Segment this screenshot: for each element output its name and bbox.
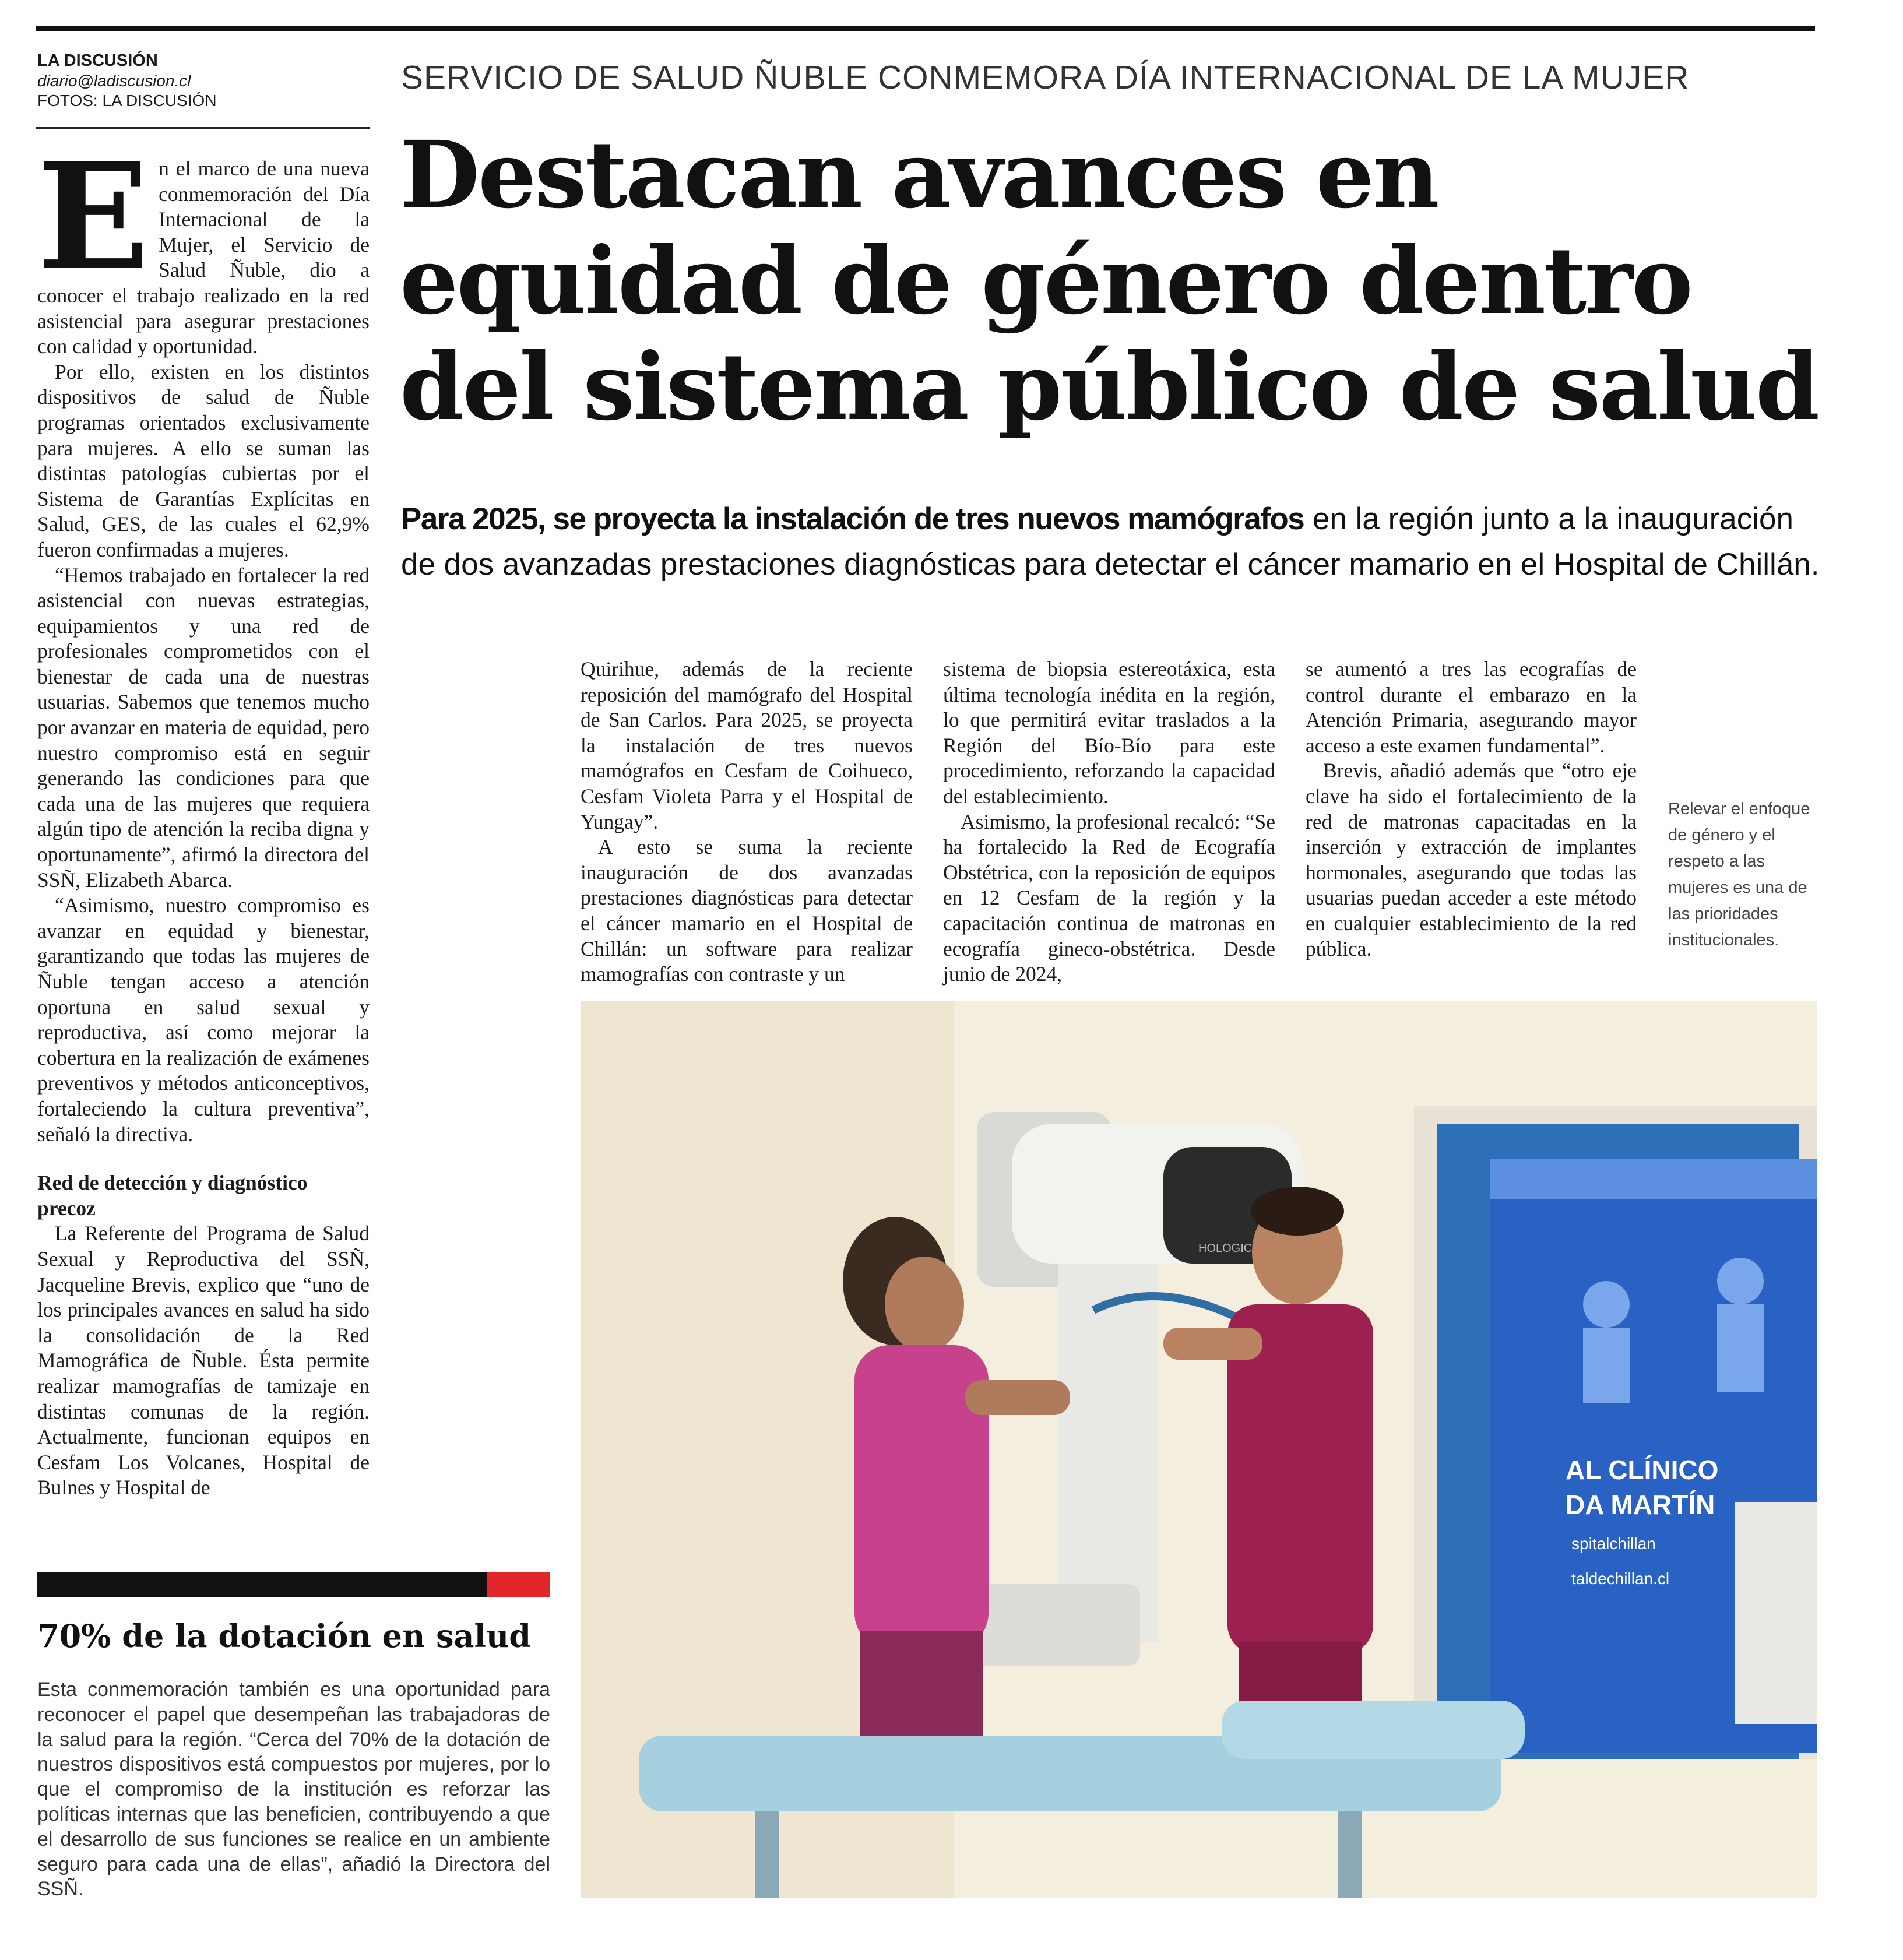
deck-line: de dos avanzadas prestaciones diagnósticas para detectar el cáncer mamario en el Hospital de Chillán.	[401, 547, 1820, 582]
paragraph: A esto se suma la reciente inauguración de dos avanzadas prestaciones diagnósticas para detectar el cáncer mamario en el Hospital de Chillán: un software para realizar mamografías con contraste y un	[581, 835, 913, 986]
table-leg	[755, 1811, 779, 1898]
banner-figure-icon	[1717, 1258, 1764, 1304]
exam-table-headrest	[1222, 1701, 1525, 1759]
table-leg	[1338, 1811, 1362, 1898]
sidebar-box-bar	[37, 1572, 550, 1597]
sidebar-box-title: 70% de la dotación en salud	[37, 1617, 531, 1655]
deck-lead: Para 2025, se proyecta la instalación de tres nuevos mamógrafos	[401, 502, 1304, 536]
woman-arm	[965, 1380, 1070, 1415]
body-column-2	[581, 657, 913, 987]
headline-line: del sistema público de salud	[400, 333, 1818, 441]
banner-top	[1490, 1159, 1817, 1199]
paragraph: “Asimismo, nuestro compromiso es avanzar en equidad y bienestar, garantizando que todas las mujeres de Ñuble tengan acceso a atención oportuna en salud sexual y reproductiva, así como mejorar la cobertura en la realización de exámenes preventivos y métodos anticonceptivos, fortaleciendo la cultura preventiva”, señaló la directiva.	[37, 893, 370, 1146]
headline-line: Destacan avances en	[400, 121, 1438, 229]
body-column-3	[943, 657, 1275, 987]
paragraph: se aumentó a tres las ecografías de control durante el embarazo en la Atención Primaria, asegurando mayor acceso a este examen fundamental”.	[1306, 657, 1637, 757]
author-email: diario@ladiscusion.cl	[37, 72, 191, 90]
wall-dispenser	[1735, 1502, 1817, 1724]
article-photo	[581, 1001, 1817, 1898]
drop-cap: E	[37, 131, 150, 303]
banner-text: taldechillan.cl	[1571, 1570, 1670, 1588]
banner-figure-icon	[1717, 1304, 1764, 1392]
sidebar-box-text: Esta conmemoración también es una oportunidad para reconocer el papel que desempeñan las trabajadoras de la salud para la región. “Cerca del 70% de la dotación de nuestros dispositivos está compuestos por mujeres, por lo que el compromiso de la institución es reforzar las políticas internas que las beneficien, contribuyendo a que el desarrollo de sus funciones se realice en un ambiente seguro para cada una de ellas”, añadió la Directora del SSÑ.	[37, 1679, 550, 1901]
byline-rule	[36, 127, 370, 129]
paragraph: n el marco de una nueva conmemoración del Día Internacional de la Mujer, el Servicio de Salud Ñuble, dio a conocer el trabajo realizado en la red asistencial para asegurar prestaciones con calidad y oportunidad.	[37, 157, 370, 358]
banner-figure-icon	[1583, 1328, 1630, 1403]
deck	[401, 497, 1820, 587]
man-arm	[1163, 1328, 1262, 1360]
top-rule	[36, 26, 1815, 31]
headline	[400, 122, 1822, 441]
photo-credit: FOTOS: LA DISCUSIÓN	[37, 92, 217, 110]
photo-caption: Relevar el enfoque de género y el respeto a las mujeres es una de las prioridades institucionales.	[1668, 800, 1810, 949]
kicker: SERVICIO DE SALUD ÑUBLE CONMEMORA DÍA INTERNACIONAL DE LA MUJER	[401, 59, 1690, 96]
paragraph: Por ello, existen en los distintos dispositivos de salud de Ñuble programas orientados exclusivamente para mujeres. A ello se suman las distintas patologías cubiertas por el Sistema de Garantías Explícitas en Salud, GES, de las cuales el 62,9% fueron confirmadas a mujeres.	[37, 360, 370, 561]
banner-text: spitalchillan	[1571, 1535, 1656, 1553]
paragraph: sistema de biopsia estereotáxica, esta última tecnología inédita en la región, lo que permitirá evitar traslados a la Región del Bío-Bío para este procedimiento, reforzando la capacidad del establecimiento.	[943, 657, 1275, 808]
deck-rest: en la región junto a la inauguración	[1304, 502, 1794, 536]
paragraph: Brevis, añadió además que “otro eje clave ha sido el fortalecimiento de la red de matronas capacitadas en la inserción y extracción de implantes hormonales, asegurando que todas las usuarias puedan acceder a este método en cualquier establecimiento de la red pública.	[1306, 759, 1637, 960]
paragraph: Asimismo, la profesional recalcó: “Se ha fortalecido la Red de Ecografía Obstétrica, con la reposición de equipos en 12 Cesfam de la región y la capacitación continua de matronas en ecografía gineco-obstétrica. Desde junio de 2024,	[943, 810, 1275, 986]
body-column-1	[37, 131, 370, 1501]
byline	[37, 50, 370, 111]
headline-line: equidad de género dentro	[400, 227, 1691, 335]
banner-text: AL CLÍNICO	[1566, 1455, 1719, 1485]
paragraph: “Hemos trabajado en fortalecer la red asistencial con nuevas estrategias, equipamientos y una red de profesionales comprometidos con el bienestar de cada una de nuestras usuarias. Sabemos que tenemos mucho por avanzar en materia de equidad, pero nuestro compromiso está en seguir generando las condiciones para que cada una de las mujeres que requiera algún tipo de atención la reciba digna y oportunamente”, afirmó la directora del SSÑ, Elizabeth Abarca.	[37, 563, 370, 892]
photo-illustration	[581, 1001, 1817, 1898]
paragraph: Quirihue, además de la reciente reposición del mamógrafo del Hospital de San Carlos. Para 2025, se proyecta la instalación de tres nuevos mamógrafos en Cesfam de Coihueco, Cesfam Violeta Parra y el Hospital de Yungay”.	[581, 657, 913, 833]
woman-face	[885, 1257, 964, 1352]
banner-figure-icon	[1583, 1281, 1630, 1328]
sidebar-box-accent	[487, 1572, 550, 1597]
subhead: Red de detección y diagnóstico precoz	[37, 1171, 308, 1220]
man-hair	[1251, 1187, 1344, 1236]
newspaper-name: LA DISCUSIÓN	[37, 51, 158, 70]
body-column-4	[1306, 657, 1637, 962]
machine-brand: HOLOGIC	[1198, 1242, 1253, 1255]
banner-text: DA MARTÍN	[1566, 1490, 1715, 1520]
deck-line	[401, 497, 1811, 542]
paragraph: La Referente del Programa de Salud Sexual y Reproductiva del SSÑ, Jacqueline Brevis, explico que “uno de los principales avances en salud ha sido la consolidación de la Red Mamográfica de Ñuble. Ésta permite realizar mamografías de tamizaje en distintas comunas de la región. Actualmente, funcionan equipos en Cesfam Los Volcanes, Hospital de Bulnes y Hospital de	[37, 1222, 370, 1500]
